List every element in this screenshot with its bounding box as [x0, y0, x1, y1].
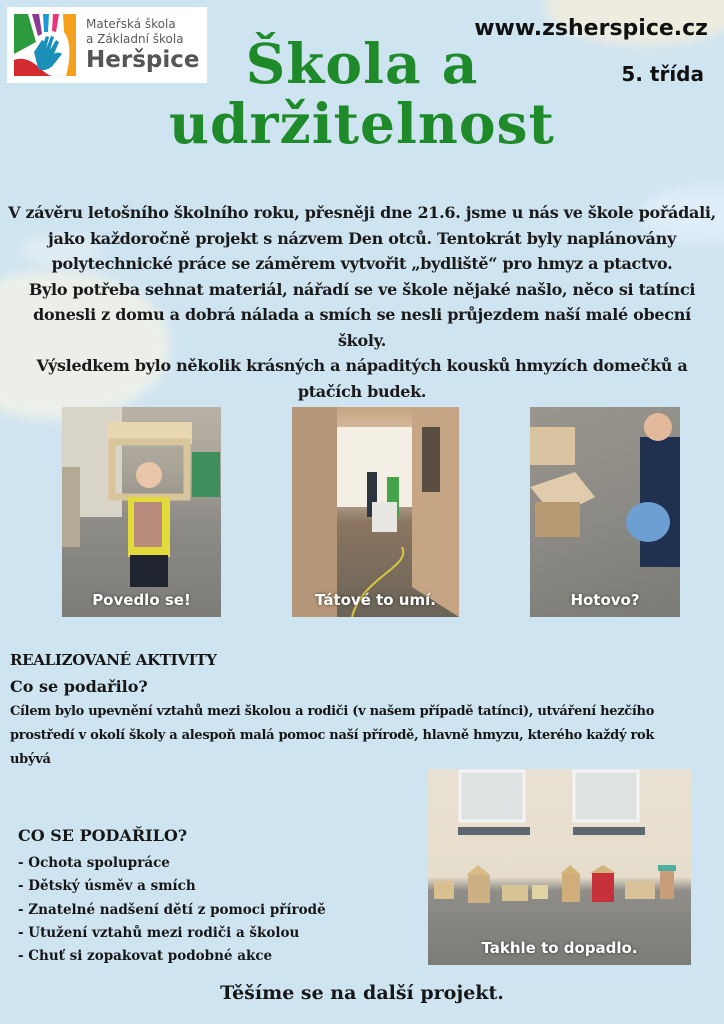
photo-insect-hotel [530, 407, 680, 617]
intro-line: ptačích budek. [297, 381, 427, 401]
class-grade: 5. třída [621, 62, 704, 86]
list-item: - Ochota spolupráce [18, 855, 170, 871]
body-line: ubývá [10, 752, 51, 767]
activities-subheading: Co se podařilo? [10, 677, 148, 696]
successes-heading: CO SE PODAŘILO? [18, 826, 188, 845]
body-line: prostředí v okolí školy a alespoň malá pomoc naší přírodě, hlavně hmyzu, kterého každý rok [10, 728, 655, 743]
photo-illustration [62, 407, 221, 617]
closing-message: Těšíme se na další projekt. [220, 982, 504, 1004]
logo-school-name: Heršpice [86, 47, 200, 73]
activities-heading: REALIZOVANÉ AKTIVITY [10, 651, 217, 669]
intro-paragraph [8, 200, 716, 404]
photo-caption: Takhle to dopadlo. [481, 939, 638, 957]
list-item: - Chuť si zopakovat podobné akce [18, 948, 273, 965]
list-item: - Utužení vztahů mezi rodiči a školou [18, 924, 300, 941]
logo-line-1: Mateřská škola [86, 17, 176, 31]
logo-line-2: a Základní škola [86, 32, 184, 46]
photo-caption: Tátové to umí. [315, 591, 436, 609]
photo-illustration [530, 407, 680, 617]
intro-line: V závěru letošního školního roku, přesněji dne 21.6. jsme u nás ve škole pořádali, [8, 203, 716, 222]
title-line-1: Škola a [245, 31, 479, 96]
photo-boy-with-birdhouse [62, 407, 221, 617]
list-item: - Znatelné nadšení dětí z pomoci přírodě [18, 901, 326, 918]
body-line: Cílem bylo upevnění vztahů mezi školou a rodiči (v našem případě tatínci), utváření hezčího [10, 704, 655, 719]
activities-body [10, 700, 710, 772]
page-title [0, 31, 724, 156]
photo-finished-houses [428, 769, 691, 965]
intro-line: polytechnické práce se záměrem vytvořit „bydliště“ pro hmyz a ptactvo. [51, 254, 673, 273]
intro-line: Bylo potřeba sehnat materiál, nářadí se ve škole nějaké našlo, něco si tatínci [28, 279, 696, 299]
intro-line: Výsledkem bylo několik krásných a nápaditých kousků hmyzích domečků a [36, 356, 688, 375]
successes-list [18, 852, 326, 968]
photo-fathers-working [292, 407, 459, 617]
intro-line: donesli z domu a dobrá nálada a smích se nesli průjezdem naší malé obecní školy. [33, 305, 691, 350]
intro-line: jako každoročně projekt s názvem Den otců. Tentokrát byly naplánovány [48, 228, 676, 248]
photo-caption: Povedlo se! [92, 591, 191, 609]
photo-illustration [292, 407, 459, 617]
website-url[interactable]: www.zsherspice.cz [474, 16, 708, 41]
photo-caption: Hotovo? [570, 591, 640, 609]
list-item: - Dětský úsměv a smích [18, 878, 196, 895]
title-line-2: udržitelnost [169, 91, 555, 156]
photo-illustration [428, 769, 691, 965]
